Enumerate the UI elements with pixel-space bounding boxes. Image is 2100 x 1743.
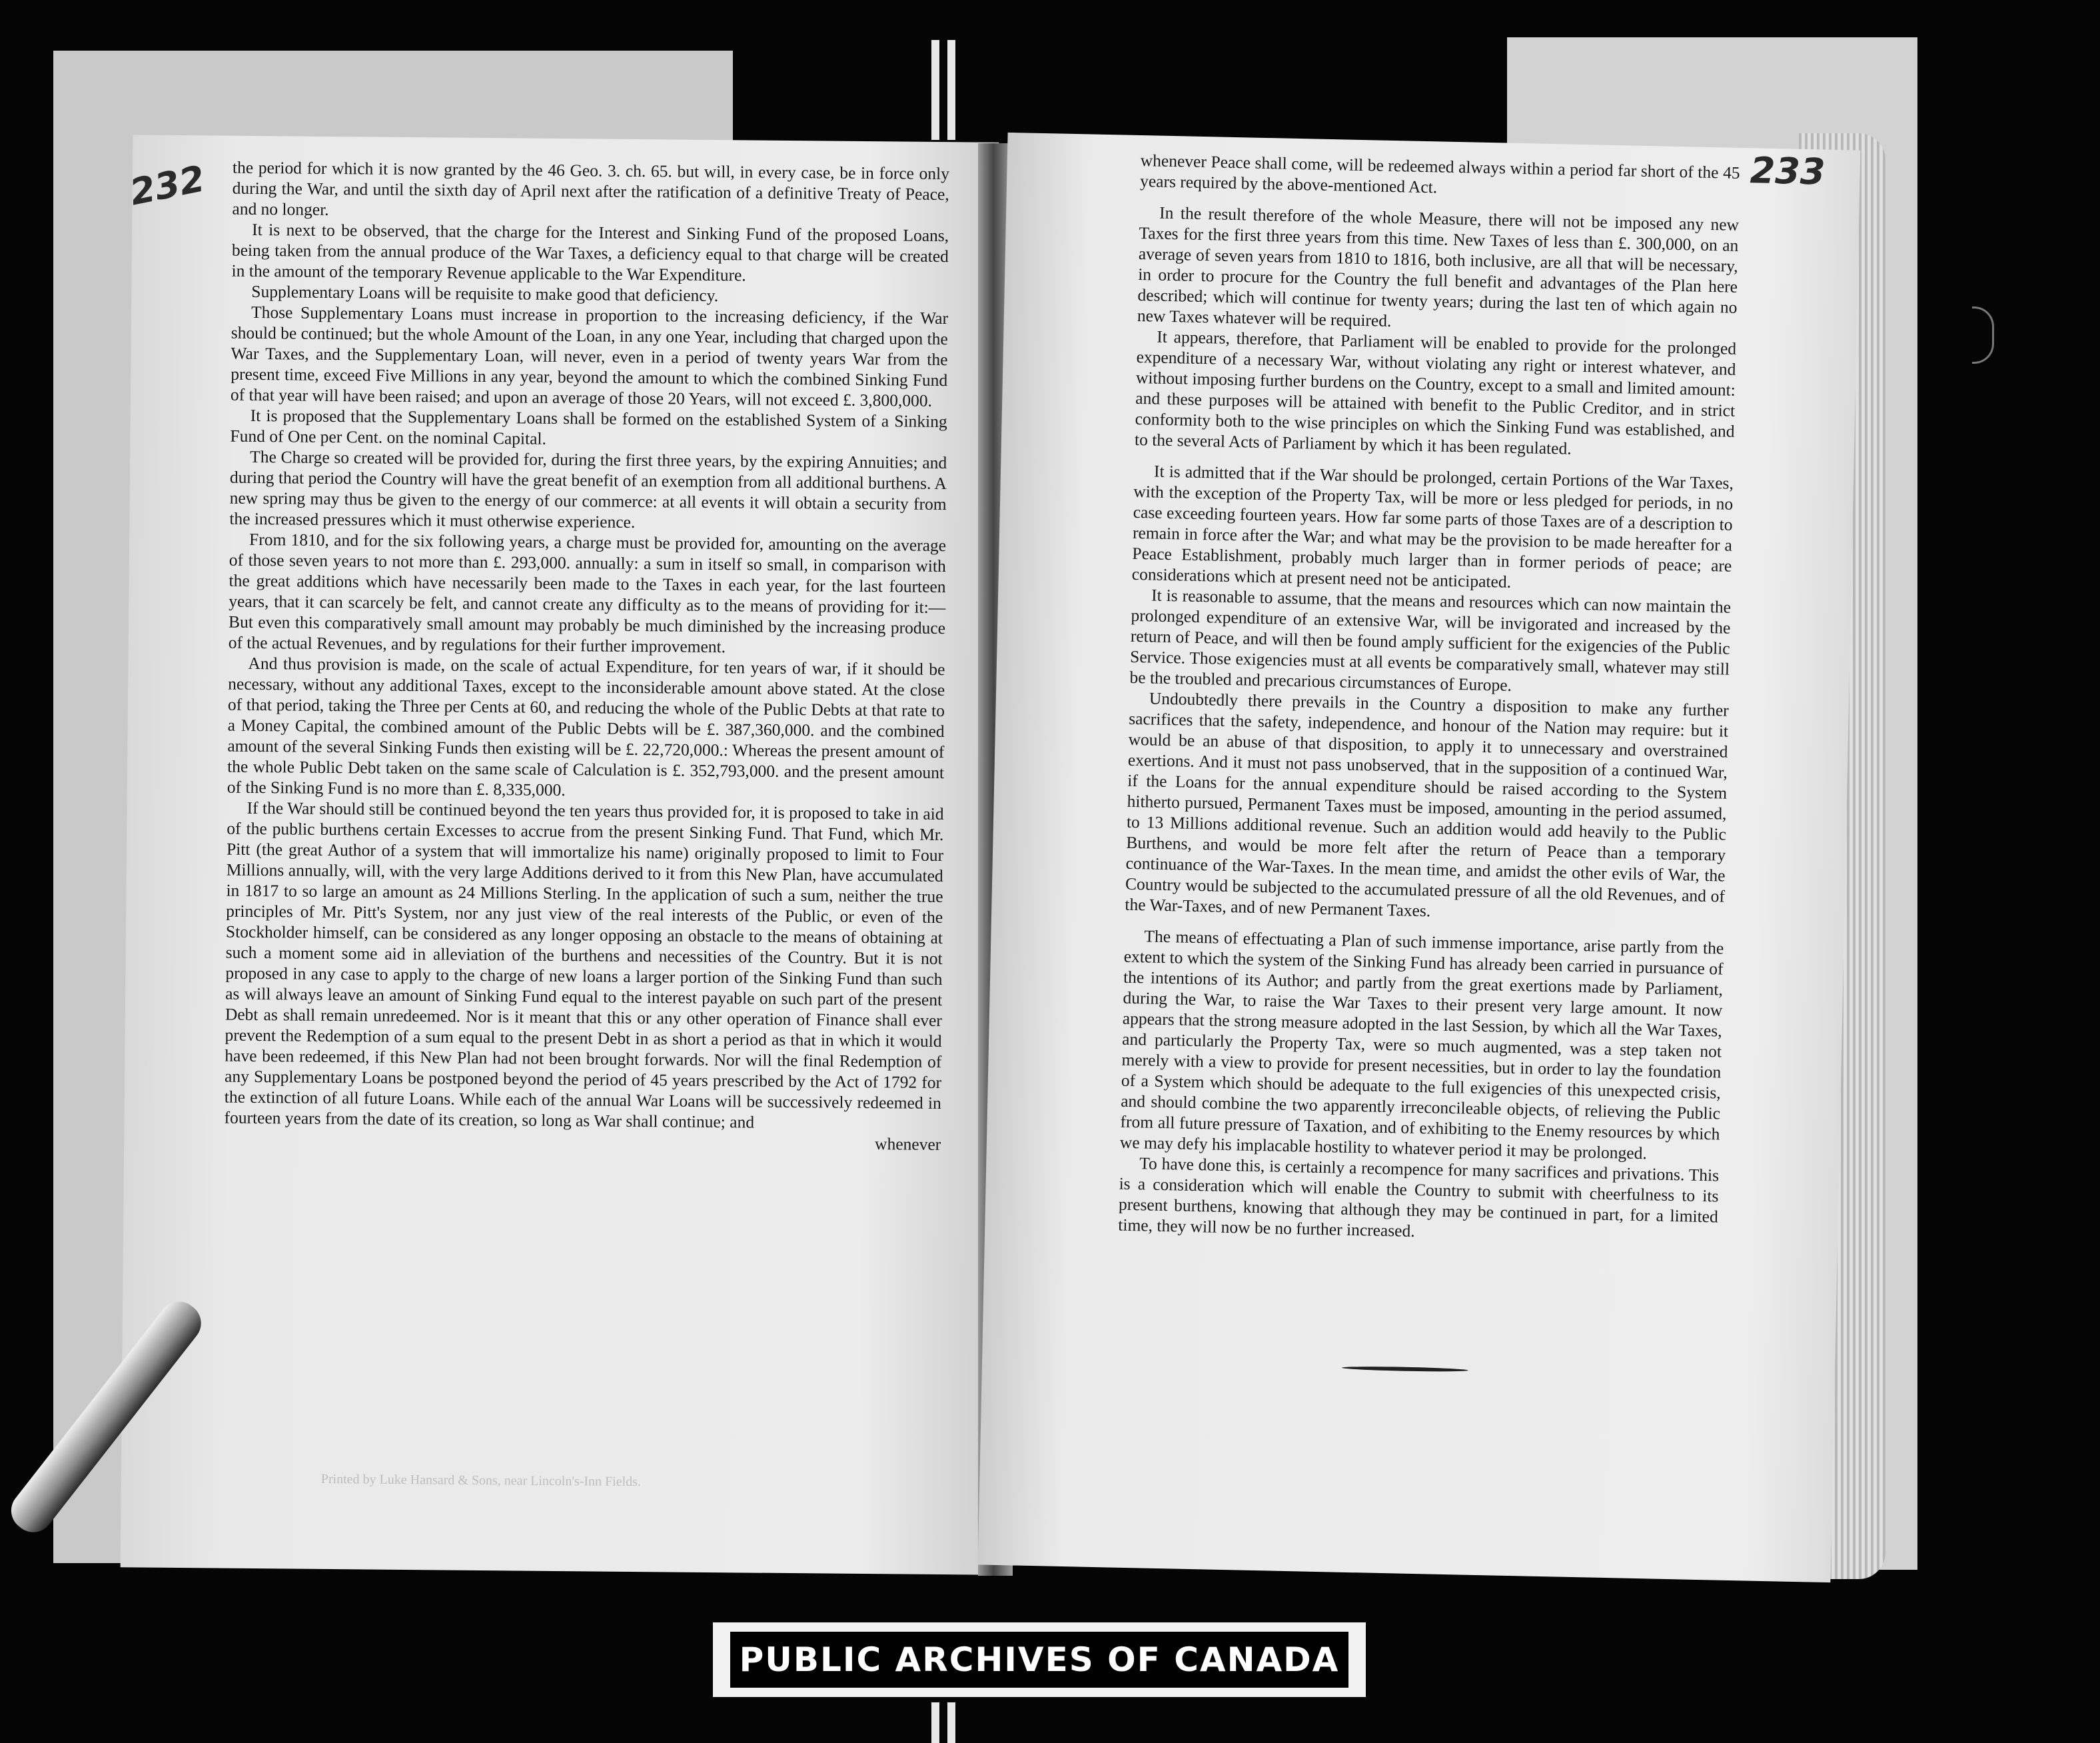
page-curl	[1972, 306, 1994, 364]
paragraph: It is next to be observed, that the charge for the Interest and Sinking Fund of the proposed Loans, being taken from the annual produce of the War Taxes, a deficiency equal to that charge will be created in the amount of the temporary Revenue applicable to the War Expenditure.	[231, 219, 949, 285]
page-number: 232	[126, 157, 209, 214]
left-page	[121, 135, 999, 1574]
paragraph: To have done this, is certainly a recompence for many sacrifices and privations. This is a consideration which will enable the Country to submit with cheerfulness to its present burthens, knowing that although they may be continued in part, for a limited time, they will now be no further increased.	[1118, 1153, 1720, 1241]
paragraph: the period for which it is now granted by the 46 Geo. 3. ch. 65. but will, in every case, be in force only during the War, and until the sixth day of April next after the ratification of a definitive Treaty of Peace, and no longer.	[232, 157, 950, 219]
paragraph: whenever Peace shall come, will be redeemed always within a period far short of the 45 years required by the above-mentioned Act.	[1139, 151, 1740, 197]
paragraph: And thus provision is made, on the scale of actual Expenditure, for ten years of war, if it should be necessary, without any additional Taxes, except to the inconsiderable amount above stated. At the close of that period, taking the Three per Cents at 60, and reducing the whole of the Public Debts at that rate to a Money Capital, the combined amount of the Public Debts will be £. 387,360,000. and the combined amount of the several Sinking Funds then existing will be £. 22,720,000.: Whereas the present amount of the whole Public Debt taken on the same scale of Calculation is £. 352,793,000. and the present amount of the Sinking Fund is no more than £. 8,335,000.	[227, 653, 945, 800]
end-ornament-rule	[1342, 1366, 1468, 1373]
archive-label	[713, 1622, 1366, 1697]
paragraph: Supplementary Loans will be requisite to make good that deficiency.	[251, 281, 719, 306]
paragraph: If the War should still be continued beyond the ten years thus provided for, it is proposed to take in aid of the public burthens certain Excesses to accrue from the present Sinking Fund. That Fund, which Mr. Pitt (the great Author of a system that will immortalize his name) originally proposed to limit to Four Millions annually, will, with the very large Additions derived to it from this New Plan, have accumulated in 1817 to so large an amount as 24 Millions Sterling. In the application of such a sum, neither the true principles of Mr. Pitt's System, nor any just view of the real interests of the Public, or even of the Stockholder himself, can be considered as any longer opposing an obstacle to the means of obtaining at such a moment some aid in alleviation of the burthens and necessities of the Country. But it is not proposed in any case to apply to the charge of new loans a larger portion of the Sinking Fund than such as will always leave an amount of Sinking Fund equal to the interest payable on such part of the present Debt as shall remain unredeemed. Nor is it meant that this or any other operation of Finance shall ever prevent the Redemption of a sum equal to the present Debt in as short a period as that in which it would have been redeemed, if this New Plan had not been brought forwards. Nor will the final Redemption of any Supplementary Loans be postponed beyond the period of 45 years prescribed by the Act of 1792 for the extinction of all future Loans. While each of the annual War Loans will be successively redeemed in fourteen years from the date of its creation, so long as War shall continue; and	[224, 798, 944, 1132]
paragraph: Those Supplementary Loans must increase in proportion to the increasing deficiency, if the War should be continued; but the whole Amount of the Loan, in any one Year, including that charged upon the War Taxes, and the Supplementary Loan, will never, even in a period of twenty years War from the present time, exceed Five Millions in any year, beyond the amount to which the combined Sinking Fund of that year will have been raised; and upon an average of those 20 Years, will not exceed £. 3,800,000.	[230, 302, 949, 410]
bleed-through-text: Printed by Luke Hansard & Sons, near Lincoln's-Inn Fields.	[320, 1471, 642, 1490]
catchword: whenever	[874, 1134, 941, 1155]
right-page	[978, 133, 1861, 1582]
paragraph: It is reasonable to assume, that the means and resources which can now maintain the prolonged expenditure of an extensive War, will be invigorated and increased by the return of Peace, and will then be found amply sufficient for the exigencies of the Public Service. Those exigencies must at all events be comparatively small, whatever may still be the troubled and precarious circumstances of Europe.	[1129, 585, 1732, 695]
archive-label-text: PUBLIC ARCHIVES OF CANADA	[739, 1640, 1340, 1679]
paragraph: From 1810, and for the six following years, a charge must be provided for, amounting on the average of those seven years to not more than £. 293,000. annually: a sum in itself so small, in comparison with the great additions which have necessarily been made to the Taxes in each year, for the last fourteen years, that it can scarcely be felt, and cannot create any difficulty as to the means of providing for it:—But even this comparatively small amount may probably be much diminished by the increasing produce of the actual Revenues, and by regulations for their further improvement.	[228, 529, 947, 657]
paragraph: It appears, therefore, that Parliament will be enabled to provide for the prolonged expenditure of a necessary War, without violating any right or interest whatever, and without imposing further burdens on the Country, except to a small and limited amount: and these purposes will be attained with benefit to the Public Creditor, and in strict conformity both to the wise principles on which the Sinking Fund was established, and to the several Acts of Parliament by which it has been regulated.	[1134, 326, 1737, 458]
binding-marks-top	[931, 40, 958, 140]
paragraph: It is proposed that the Supplementary Loans shall be formed on the established System of a Sinking Fund of One per Cent. on the nominal Capital.	[230, 405, 947, 448]
paragraph: It is admitted that if the War should be prolonged, certain Portions of the War Taxes, with the exception of the Property Tax, will be more or less pledged for periods, in no case exceeding fourteen years. How far some parts of those Taxes are of a description to remain in force after the War; and what may be the provision to be made hereafter for a Peace Establishment, probably much larger than in former periods of peace; are considerations which at present need not be anticipated.	[1131, 461, 1734, 592]
paragraph: The means of effectuating a Plan of such immense importance, arise partly from the extent to which the system of the Sinking Fund has already been carried in pursuance of the intentions of its Author; and partly from the great exertions made by Parliament, during the War, to raise the War Taxes to their present very large amount. It now appears that the strong measure adopted in the last Session, by which all the War Taxes, and particularly the Property Tax, were so much augmented, was a step taken not merely with a view to provide for present necessities, but in order to lay the foundation of a System which should be adequate to the full exigencies of this unexpected crisis, and should combine the two apparently irreconcileable objects, of relieving the Public from all future pressure of Taxation, and of exhibiting to the Enemy resources by which we may defy his implacable hostility to whatever period it may be prolonged.	[1119, 926, 1724, 1163]
page-number: 233	[1750, 149, 1826, 193]
binding-marks-bottom	[931, 1702, 958, 1743]
right-page-text	[1118, 150, 1740, 1247]
paragraph: In the result therefore of the whole Measure, there will not be imposed any new Taxes for the first three years from this time. New Taxes of less than £. 300,000, on an average of seven years from 1810 to 1816, both inclusive, are all that will be necessary, in order to procure for the Country the full benefit and advantages of the Plan here described; which will continue for twenty years; during the last ten of which again no new Taxes whatever will be required.	[1137, 203, 1740, 330]
left-page-text	[224, 157, 949, 1155]
archive-label-plate	[730, 1632, 1348, 1688]
paragraph: The Charge so created will be provided for, during the first three years, by the expiring Annuities; and during that period the Country will have the great benefit of an exemption from all additional burthens. A new spring may thus be given to the energy of our commerce: at all events it will obtain a security from the increased pressures which it must otherwise experience.	[229, 446, 947, 532]
paragraph: Undoubtedly there prevails in the Country a disposition to make any further sacrifices that the safety, independence, and honour of the Nation may require: but it would be an abuse of that disposition, to apply it to unnecessary and overstrained exertions. And it must not pass unobserved, that in the supposition of a continued War, if the Loans for the annual expenditure should be raised according to the System hitherto pursued, Permanent Taxes must be imposed, amounting in the period assumed, to 13 Millions additional revenue. Such an addition would add heavily to the Public Burthens, and would be more felt after the return of Peace than a temporary continuance of the War-Taxes. In the mean time, and amidst the other evils of War, the Country would be subjected to the accumulated pressure of all the old Revenues, and of the War-Taxes, and of new Permanent Taxes.	[1125, 688, 1730, 921]
